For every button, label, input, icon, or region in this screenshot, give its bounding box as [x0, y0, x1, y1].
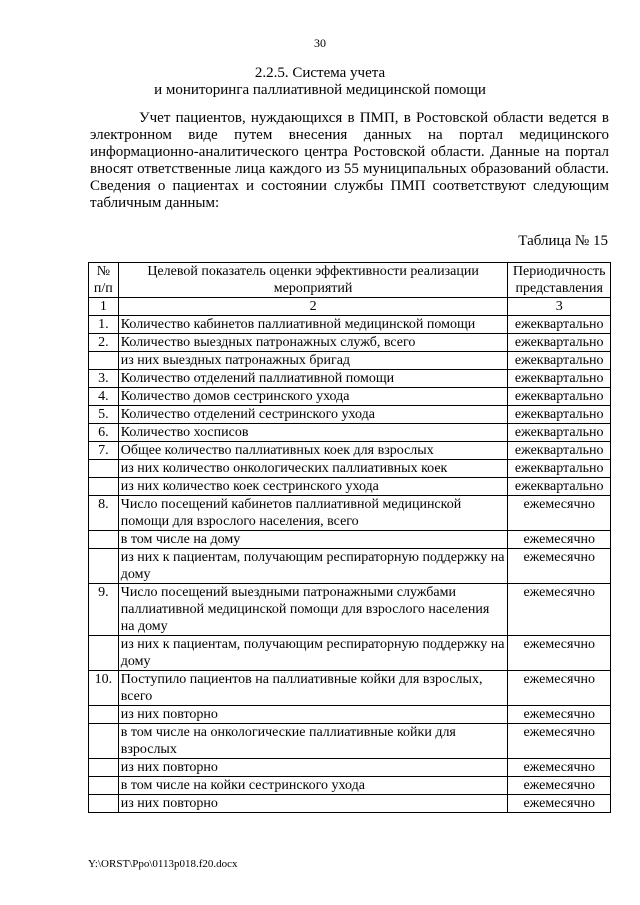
table-row: [89, 777, 611, 795]
row-indicator: из них к пациентам, получающим респираторную поддержку на дому: [118, 636, 508, 671]
row-periodicity: ежеквартально: [508, 442, 611, 460]
table-row: [89, 759, 611, 777]
col-number-3: 3: [508, 298, 611, 316]
row-num: 10.: [89, 671, 119, 706]
row-periodicity: ежеквартально: [508, 388, 611, 406]
row-indicator: Число посещений кабинетов паллиативной медицинской помощи для взрослого населения, всего: [118, 496, 508, 531]
col-number-2: 2: [118, 298, 508, 316]
row-periodicity: ежемесячно: [508, 584, 611, 636]
row-indicator: из них количество коек сестринского ухода: [118, 478, 508, 496]
table-header-row: [89, 263, 611, 298]
row-indicator: Количество домов сестринского ухода: [118, 388, 508, 406]
footer-file-path: Y:\ORST\Ppo\0113p018.f20.docx: [88, 858, 238, 870]
row-indicator: Количество отделений паллиативной помощи: [118, 370, 508, 388]
row-num: [89, 636, 119, 671]
row-num: [89, 460, 119, 478]
table-row: [89, 406, 611, 424]
row-periodicity: ежеквартально: [508, 352, 611, 370]
row-indicator: из них выездных патронажных бригад: [118, 352, 508, 370]
table-row: [89, 478, 611, 496]
row-num: 6.: [89, 424, 119, 442]
row-indicator: из них повторно: [118, 706, 508, 724]
row-periodicity: ежеквартально: [508, 406, 611, 424]
row-num: [89, 724, 119, 759]
row-num: 9.: [89, 584, 119, 636]
row-periodicity: ежемесячно: [508, 636, 611, 671]
table-row: [89, 460, 611, 478]
row-periodicity: ежеквартально: [508, 316, 611, 334]
row-periodicity: ежемесячно: [508, 777, 611, 795]
row-num: 1.: [89, 316, 119, 334]
indicators-table: [88, 262, 611, 813]
row-num: 7.: [89, 442, 119, 460]
row-indicator: Общее количество паллиативных коек для взрослых: [118, 442, 508, 460]
table-row: [89, 334, 611, 352]
body-paragraph: Учет пациентов, нуждающихся в ПМП, в Ростовской области ведется в электронном виде путем внесения данных на портал медицинского информационно-аналитического центра Ростовской области. Данные на портал вносят ответственные лица каждого из 55 муниципальных образований области. Сведения о пациентах и состоянии службы ПМП соответствуют следующим табличным данным:: [90, 110, 609, 211]
row-num: [89, 549, 119, 584]
row-periodicity: ежеквартально: [508, 478, 611, 496]
row-indicator: в том числе на койки сестринского ухода: [118, 777, 508, 795]
table-row: [89, 584, 611, 636]
table-row: [89, 549, 611, 584]
row-indicator: Количество хосписов: [118, 424, 508, 442]
table-row: [89, 531, 611, 549]
row-indicator: из них повторно: [118, 759, 508, 777]
row-periodicity: ежеквартально: [508, 460, 611, 478]
section-title: [0, 65, 640, 99]
row-num: [89, 531, 119, 549]
header-num: № п/п: [89, 263, 119, 298]
table-row: [89, 442, 611, 460]
row-periodicity: ежемесячно: [508, 724, 611, 759]
row-periodicity: ежемесячно: [508, 671, 611, 706]
row-periodicity: ежеквартально: [508, 370, 611, 388]
page-number: 30: [314, 36, 326, 50]
row-periodicity: ежемесячно: [508, 706, 611, 724]
row-num: 5.: [89, 406, 119, 424]
table-row: [89, 424, 611, 442]
table-row: [89, 636, 611, 671]
table-row: [89, 316, 611, 334]
row-num: [89, 352, 119, 370]
row-periodicity: ежемесячно: [508, 759, 611, 777]
row-num: [89, 478, 119, 496]
table-label: Таблица № 15: [518, 233, 608, 249]
row-num: 3.: [89, 370, 119, 388]
row-num: 4.: [89, 388, 119, 406]
row-periodicity: ежемесячно: [508, 795, 611, 813]
row-num: [89, 795, 119, 813]
section-title-line-1: 2.2.5. Система учета: [254, 65, 386, 81]
row-indicator: Количество кабинетов паллиативной медицинской помощи: [118, 316, 508, 334]
row-indicator: в том числе на дому: [118, 531, 508, 549]
row-num: [89, 706, 119, 724]
table-row: [89, 706, 611, 724]
table-row: [89, 724, 611, 759]
row-indicator: Поступило пациентов на паллиативные койки для взрослых, всего: [118, 671, 508, 706]
table-row: [89, 496, 611, 531]
table-body: [89, 316, 611, 813]
row-periodicity: ежемесячно: [508, 531, 611, 549]
table-row: [89, 388, 611, 406]
row-indicator: Число посещений выездными патронажными службами паллиативной медицинской помощи для взрослого населения на дому: [118, 584, 508, 636]
row-periodicity: ежеквартально: [508, 424, 611, 442]
column-number-row: [89, 298, 611, 316]
row-periodicity: ежемесячно: [508, 496, 611, 531]
row-num: [89, 777, 119, 795]
row-num: [89, 759, 119, 777]
table-row: [89, 370, 611, 388]
header-indicator: Целевой показатель оценки эффективности реализации мероприятий: [118, 263, 508, 298]
section-title-line-2: и мониторинга паллиативной медицинской помощи: [154, 82, 486, 98]
body-paragraph-container: [90, 110, 609, 212]
row-periodicity: ежемесячно: [508, 549, 611, 584]
row-indicator: Количество выездных патронажных служб, всего: [118, 334, 508, 352]
row-num: 8.: [89, 496, 119, 531]
table-row: [89, 671, 611, 706]
table-row: [89, 795, 611, 813]
row-num: 2.: [89, 334, 119, 352]
row-indicator: из них к пациентам, получающим респираторную поддержку на дому: [118, 549, 508, 584]
row-periodicity: ежеквартально: [508, 334, 611, 352]
row-indicator: в том числе на онкологические паллиативные койки для взрослых: [118, 724, 508, 759]
row-indicator: Количество отделений сестринского ухода: [118, 406, 508, 424]
row-indicator: из них количество онкологических паллиативных коек: [118, 460, 508, 478]
table-row: [89, 352, 611, 370]
header-periodicity: Периодичность представления: [508, 263, 611, 298]
row-indicator: из них повторно: [118, 795, 508, 813]
col-number-1: 1: [89, 298, 119, 316]
